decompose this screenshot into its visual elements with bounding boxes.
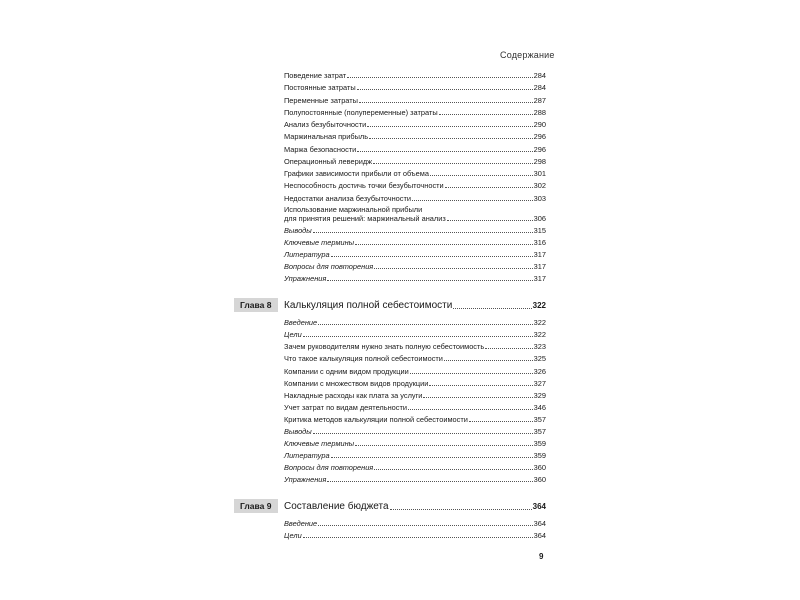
toc-entry[interactable] — [284, 438, 546, 448]
toc-entry-page: 322 — [533, 318, 546, 327]
leader-dots — [444, 360, 533, 361]
page-number: 9 — [539, 552, 544, 561]
chapter-page: 364 — [532, 502, 546, 511]
toc-entry-title: Поведение затрат — [284, 71, 347, 80]
leader-dots — [313, 433, 533, 434]
toc-entry-title: Компании с одним видом продукции — [284, 367, 409, 376]
toc-entry-page: 323 — [533, 342, 546, 351]
leader-dots — [318, 525, 533, 526]
toc-entry[interactable] — [284, 341, 546, 351]
toc-entry-title: Полупостоянные (полупеременные) затраты — [284, 108, 438, 117]
toc-entry-page: 288 — [533, 108, 546, 117]
toc-entry-page: 316 — [533, 238, 546, 247]
leader-dots — [408, 409, 533, 410]
toc-entry-title: Вопросы для повторения — [284, 262, 374, 271]
leader-dots — [355, 244, 533, 245]
toc-entry[interactable] — [284, 426, 546, 436]
chapter-badge: Глава 9 — [234, 499, 278, 513]
toc-entry-page: 357 — [533, 427, 546, 436]
toc-entry-page: 364 — [533, 519, 546, 528]
toc-entry-page: 360 — [533, 463, 546, 472]
toc-entry[interactable] — [284, 95, 546, 105]
toc-entry[interactable] — [284, 225, 546, 235]
toc-entry-title: Выводы — [284, 226, 312, 235]
toc-entry-title-line: для принятия решений: маржинальный анализ — [284, 214, 446, 223]
leader-dots — [327, 280, 532, 281]
leader-dots — [367, 126, 532, 127]
toc-entry-title: Литература — [284, 451, 330, 460]
leader-dots — [318, 324, 533, 325]
leader-dots — [390, 509, 532, 510]
leader-dots — [485, 348, 532, 349]
toc-entry-title: Графики зависимости прибыли от объема — [284, 169, 429, 178]
toc-entry[interactable] — [284, 107, 546, 117]
leader-dots — [412, 200, 533, 201]
leader-dots — [347, 77, 532, 78]
toc-entry[interactable] — [284, 366, 546, 376]
toc-entry[interactable] — [284, 156, 546, 166]
toc-entry[interactable] — [284, 203, 546, 223]
leader-dots — [429, 385, 532, 386]
toc-entry-title: Маржа безопасности — [284, 145, 357, 154]
toc-entry-page: 357 — [533, 415, 546, 424]
leader-dots — [327, 481, 532, 482]
toc-entry-title: Критика методов калькуляции полной себестоимости — [284, 415, 468, 424]
toc-entry[interactable] — [284, 474, 546, 484]
toc-entry-title-line: Использование маржинальной прибыли — [284, 205, 423, 214]
leader-dots — [453, 308, 531, 309]
toc-entry-page: 302 — [533, 181, 546, 190]
leader-dots — [359, 102, 533, 103]
toc-entry[interactable] — [284, 414, 546, 424]
toc-entry-page: 303 — [533, 194, 546, 203]
toc-entry[interactable] — [284, 193, 546, 203]
chapter-title: Составление бюджета — [284, 501, 389, 512]
leader-dots — [331, 256, 533, 257]
toc-entry[interactable] — [284, 261, 546, 271]
leader-dots — [374, 469, 532, 470]
leader-dots — [445, 187, 533, 188]
toc-entry-title: Что такое калькуляция полной себестоимости — [284, 354, 443, 363]
toc-entry-page: 317 — [533, 274, 546, 283]
leader-dots — [313, 232, 533, 233]
chapter-badge: Глава 8 — [234, 298, 278, 312]
toc-entry-page: 284 — [533, 71, 546, 80]
toc-entry-title: Переменные затраты — [284, 96, 358, 105]
toc-entry-page: 325 — [533, 354, 546, 363]
toc-entry-page: 359 — [533, 451, 546, 460]
toc-entry[interactable] — [284, 249, 546, 259]
toc-entry-page: 317 — [533, 250, 546, 259]
toc-entry[interactable] — [284, 144, 546, 154]
toc-entry[interactable] — [284, 402, 546, 412]
toc-entry-title: Компании с множеством видов продукции — [284, 379, 429, 388]
toc-entry-page: 284 — [533, 83, 546, 92]
leader-dots — [469, 421, 533, 422]
toc-entry[interactable] — [284, 82, 546, 92]
leader-dots — [303, 537, 533, 538]
toc-entry-page: 296 — [533, 132, 546, 141]
toc-entry-title — [284, 205, 446, 223]
toc-entry[interactable] — [284, 180, 546, 190]
toc-entry-title: Анализ безубыточности — [284, 120, 367, 129]
toc-entry-title: Неспособность достичь точки безубыточности — [284, 181, 444, 190]
toc-entry-page: 329 — [533, 391, 546, 400]
toc-entry-page: 315 — [533, 226, 546, 235]
toc-entry-page: 364 — [533, 531, 546, 540]
toc-entry-page: 298 — [533, 157, 546, 166]
toc-entry-page: 301 — [533, 169, 546, 178]
leader-dots — [373, 163, 533, 164]
chapter-title: Калькуляция полной себестоимости — [284, 300, 453, 311]
toc-entry-title: Учет затрат по видам деятельности — [284, 403, 407, 412]
chapter-9-heading[interactable] — [234, 499, 546, 513]
toc-entry-title: Зачем руководителям нужно знать полную себестоимость — [284, 342, 485, 351]
toc-entry[interactable] — [284, 168, 546, 178]
leader-dots — [355, 445, 533, 446]
toc-entry-title: Введение — [284, 318, 318, 327]
toc-entry-title: Недостатки анализа безубыточности — [284, 194, 411, 203]
leader-dots — [369, 138, 533, 139]
toc-entry[interactable] — [284, 530, 546, 540]
toc-entry-title: Ключевые термины — [284, 439, 355, 448]
toc-entry-title: Цели — [284, 330, 302, 339]
toc-entry-page: 346 — [533, 403, 546, 412]
toc-entry[interactable] — [284, 70, 546, 80]
running-head: Содержание — [500, 50, 555, 60]
leader-dots — [374, 268, 532, 269]
toc-entry-title: Упражнения — [284, 274, 327, 283]
toc-entry-page: 317 — [533, 262, 546, 271]
toc-entry[interactable] — [284, 518, 546, 528]
toc-entry-page: 287 — [533, 96, 546, 105]
toc-entry-page: 296 — [533, 145, 546, 154]
toc-entry-title: Вопросы для повторения — [284, 463, 374, 472]
toc-entry[interactable] — [284, 317, 546, 327]
leader-dots — [410, 373, 533, 374]
toc-entry-page: 359 — [533, 439, 546, 448]
toc-entry[interactable] — [284, 450, 546, 460]
toc-entry-title: Упражнения — [284, 475, 327, 484]
leader-dots — [331, 457, 533, 458]
toc-entry-title: Маржинальная прибыль — [284, 132, 369, 141]
toc-entry-page: 306 — [533, 214, 546, 223]
toc-entry-title: Ключевые термины — [284, 238, 355, 247]
toc-entry-page: 290 — [533, 120, 546, 129]
toc-entry[interactable] — [284, 119, 546, 129]
leader-dots — [357, 89, 533, 90]
leader-dots — [447, 220, 533, 221]
chapter-8-heading[interactable] — [234, 298, 546, 312]
toc-entry-title: Операционный леверидж — [284, 157, 373, 166]
leader-dots — [423, 397, 532, 398]
leader-dots — [357, 151, 532, 152]
toc-entry[interactable] — [284, 237, 546, 247]
leader-dots — [430, 175, 533, 176]
leader-dots — [439, 114, 533, 115]
toc-entry[interactable] — [284, 378, 546, 388]
toc-entry-page: 360 — [533, 475, 546, 484]
toc-entry[interactable] — [284, 329, 546, 339]
toc-entry[interactable] — [284, 131, 546, 141]
toc-entry-page: 322 — [533, 330, 546, 339]
toc-entry-page: 326 — [533, 367, 546, 376]
toc-entry-title: Накладные расходы как плата за услуги — [284, 391, 423, 400]
toc-entry-title: Постоянные затраты — [284, 83, 356, 92]
chapter-page: 322 — [532, 301, 546, 310]
toc-entry[interactable] — [284, 353, 546, 363]
toc-entry-title: Выводы — [284, 427, 312, 436]
toc-entry-page: 327 — [533, 379, 546, 388]
toc-entry[interactable] — [284, 390, 546, 400]
toc-entry[interactable] — [284, 462, 546, 472]
toc-entry-title: Цели — [284, 531, 302, 540]
toc-entry[interactable] — [284, 273, 546, 283]
leader-dots — [303, 336, 533, 337]
toc-entry-title: Литература — [284, 250, 330, 259]
toc-entry-title: Введение — [284, 519, 318, 528]
